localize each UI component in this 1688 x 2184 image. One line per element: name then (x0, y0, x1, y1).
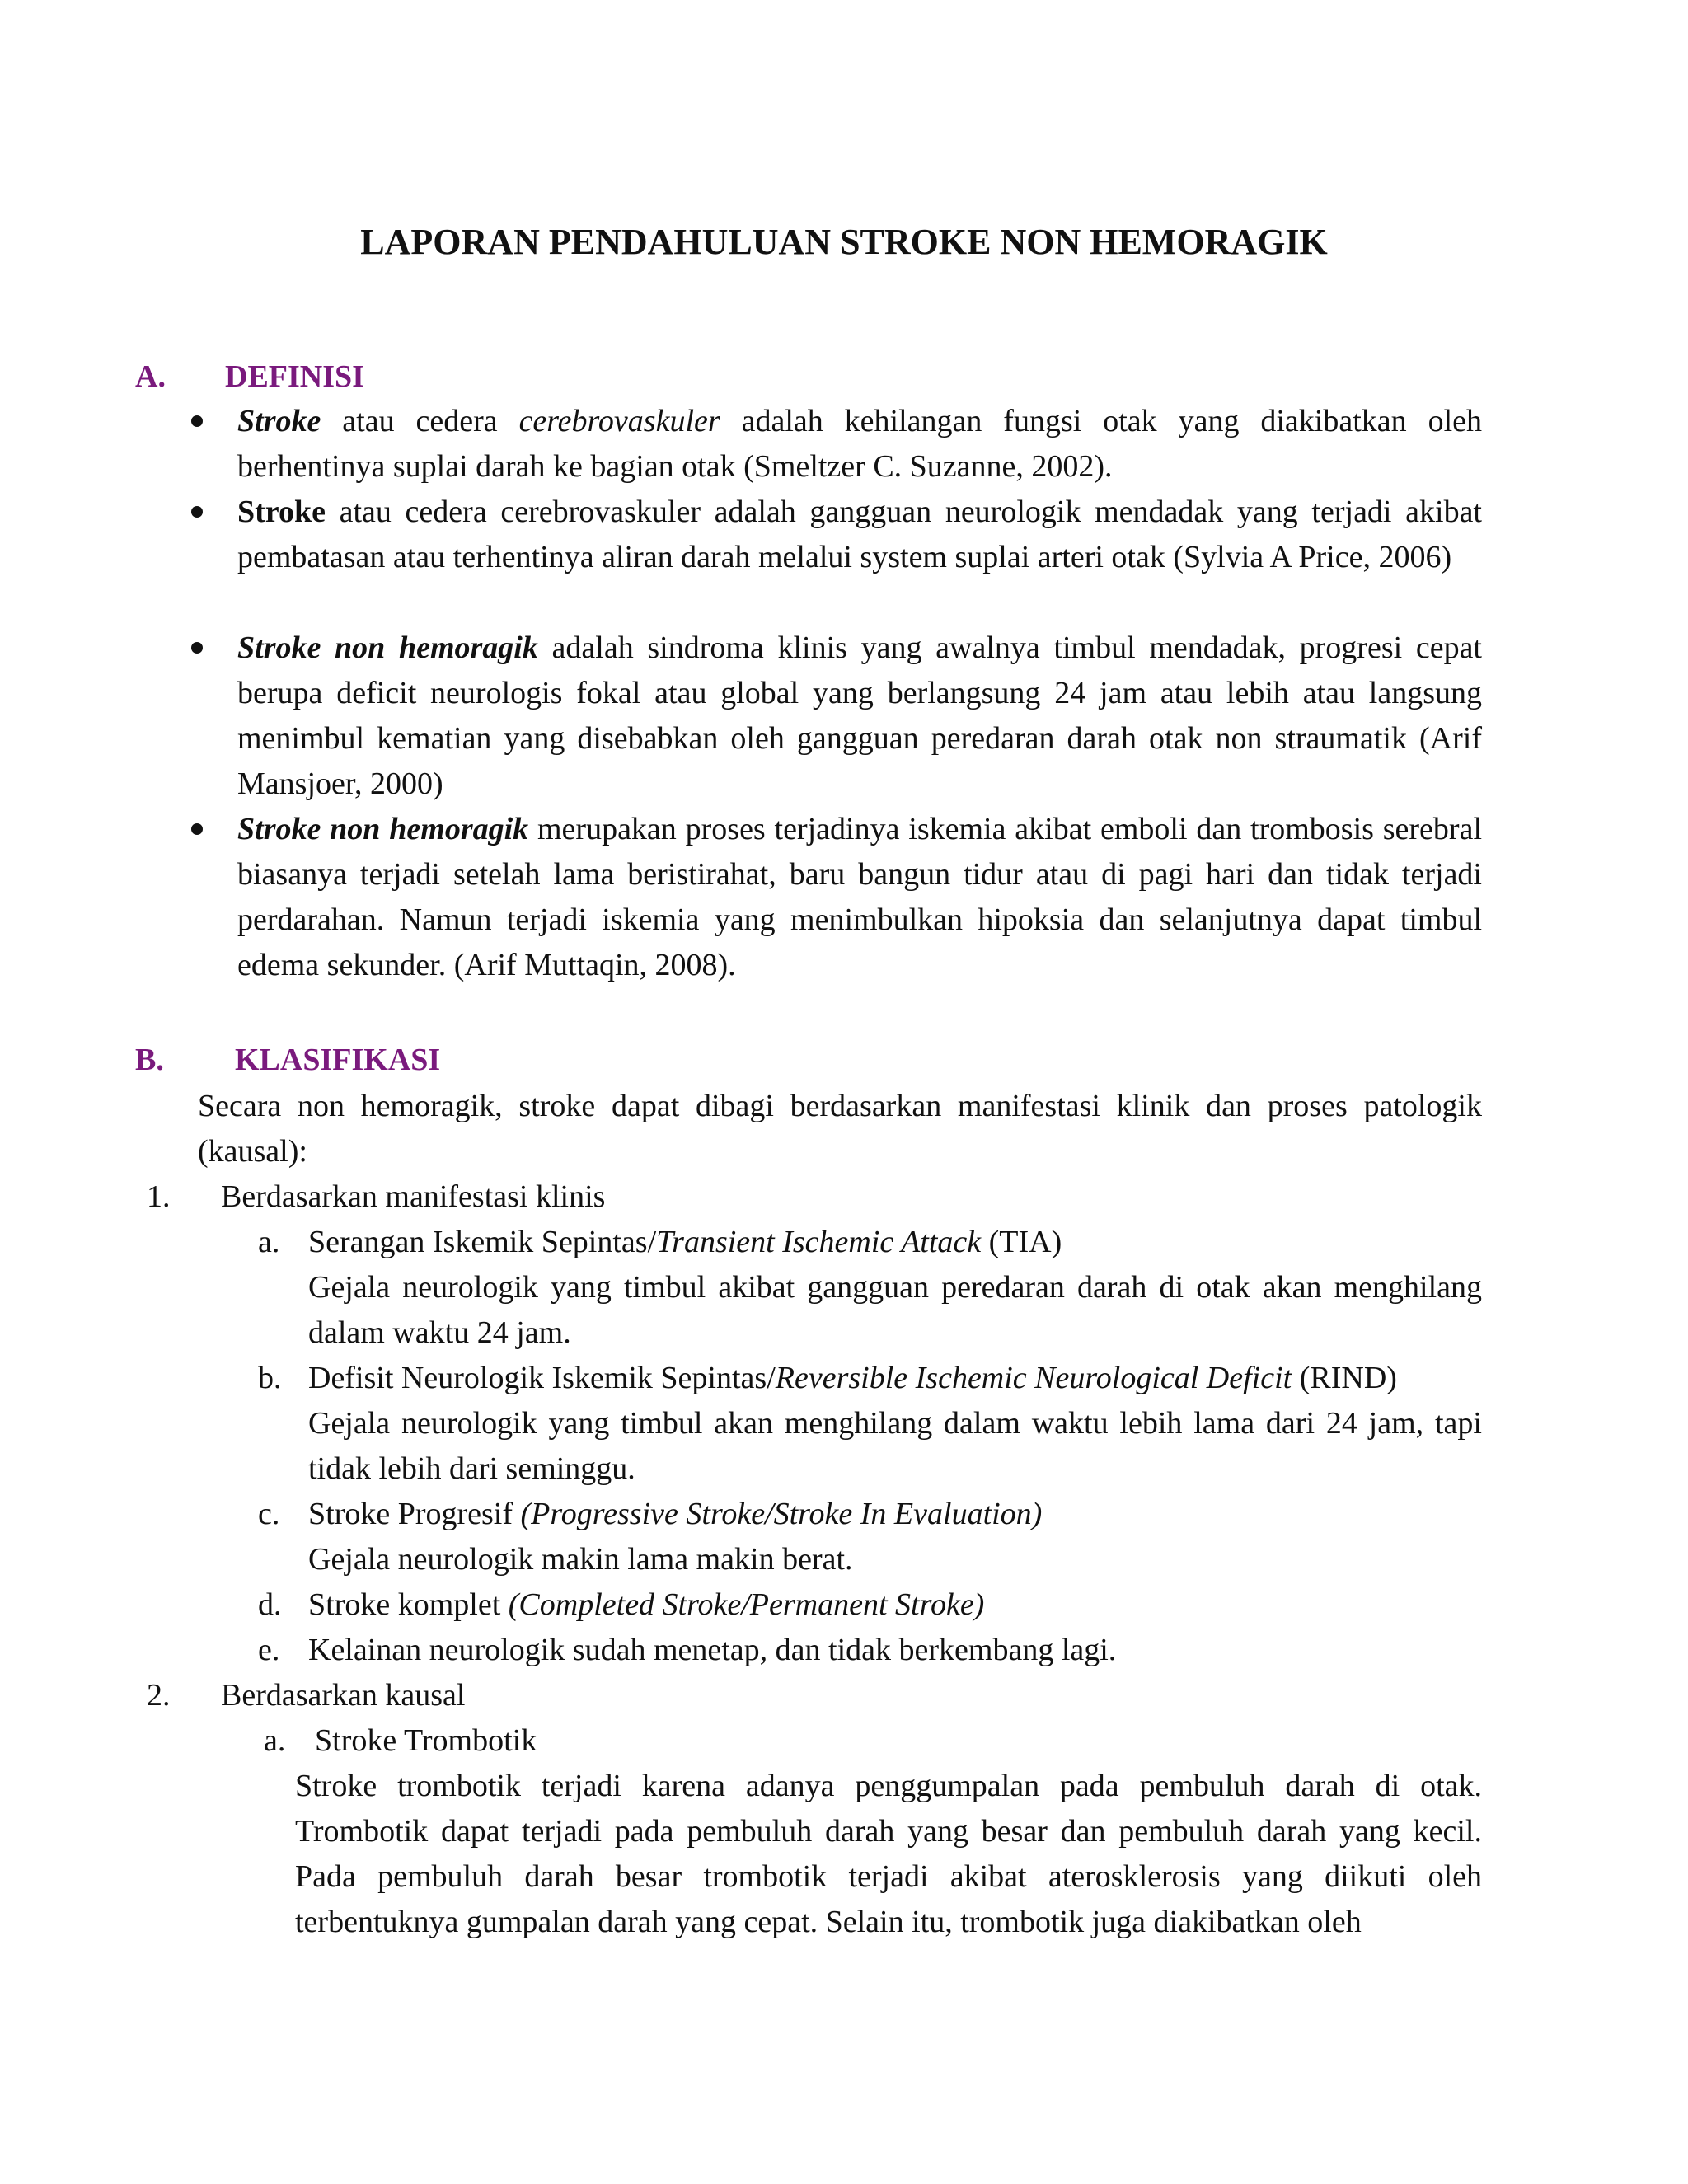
section-b-title: KLASIFIKASI (235, 1043, 441, 1077)
bullet-text: atau cedera cerebrovaskuler adalah gangguan neurologik mendadak yang terjadi akibat pembatasan atau terhentinya aliran darah melalui system suplai arteri otak (Sylvia A Price, 2006) (237, 494, 1482, 574)
bullet-icon (191, 823, 203, 835)
item-description: Gejala neurologik makin lama makin berat. (308, 1542, 853, 1577)
item-heading: Serangan Iskemik Sepintas/Transient Ischemic Attack (TIA) (308, 1225, 1062, 1259)
term-stroke-non-hemoragik: Stroke non hemoragik (237, 812, 529, 846)
item-letter: d. (258, 1587, 282, 1622)
group-number: 2. (147, 1678, 171, 1713)
section-a-title: DEFINISI (225, 359, 364, 394)
bullet-text: merupakan proses terjadinya iskemia akibat emboli dan trombosis serebral biasanya terjadi setelah lama beristirahat, baru bangun tidur atau di pagi hari dan tidak terjadi perdarahan. Namun terjadi iskemia yang menimbulkan hipoksia dan selanjutnya dapat timbul edema sekunder. (Arif Muttaqin, 2008). (237, 812, 1482, 982)
item-letter: a. (264, 1723, 286, 1758)
term-cerebrovaskuler: cerebrovaskuler (518, 404, 720, 438)
item-heading: Defisit Neurologik Iskemik Sepintas/Reversible Ischemic Neurological Deficit (RIND) (308, 1361, 1397, 1395)
term-stroke-non-hemoragik: Stroke non hemoragik (237, 630, 538, 665)
group-number: 1. (147, 1179, 171, 1214)
definition-bullet-2 (237, 490, 1482, 580)
section-b-letter: B. (135, 1043, 164, 1077)
bullet-icon (191, 506, 203, 518)
definition-bullet-1 (237, 399, 1482, 490)
section-a-letter: A. (135, 359, 166, 394)
bullet-text: atau cedera (321, 404, 519, 438)
item-letter: a. (258, 1225, 280, 1259)
page-title: LAPORAN PENDAHULUAN STROKE NON HEMORAGIK (360, 222, 1328, 262)
item-heading: Stroke Progresif (Progressive Stroke/Stroke In Evaluation) (308, 1497, 1043, 1531)
item-description: Stroke trombotik terjadi karena adanya penggumpalan pada pembuluh darah di otak. Trombotik dapat terjadi pada pembuluh darah yang besar dan pembuluh darah yang kecil. Pada pembuluh darah besar trombotik terjadi akibat aterosklerosis yang diikuti oleh terbentuknya gumpalan darah yang cepat. Selain itu, trombotik juga diakibatkan oleh (295, 1769, 1482, 1939)
bullet-text: adalah kehilangan fungsi otak yang diakibatkan oleh berhentinya suplai darah ke bagian otak (Smeltzer C. Suzanne, 2002). (237, 404, 1482, 484)
item-description: Gejala neurologik yang timbul akibat gangguan peredaran darah di otak akan menghilang dalam waktu 24 jam. (308, 1270, 1482, 1350)
term-stroke: Stroke (237, 404, 321, 438)
bullet-icon (191, 642, 203, 654)
item-heading: Stroke Trombotik (315, 1723, 537, 1758)
term-stroke: Stroke (237, 494, 326, 529)
group-label: Berdasarkan kausal (221, 1678, 466, 1713)
item-letter: b. (258, 1361, 282, 1395)
item-heading: Kelainan neurologik sudah menetap, dan tidak berkembang lagi. (308, 1633, 1117, 1667)
bullet-text: adalah sindroma klinis yang awalnya timbul mendadak, progresi cepat berupa deficit neurologis fokal atau global yang berlangsung 24 jam atau lebih atau langsung menimbul kematian yang disebabkan oleh gangguan peredaran darah otak non straumatik (Arif Mansjoer, 2000) (237, 630, 1482, 801)
item-description: Gejala neurologik yang timbul akan menghilang dalam waktu lebih lama dari 24 jam, tapi tidak lebih dari seminggu. (308, 1406, 1482, 1486)
item-heading: Stroke komplet (Completed Stroke/Permanent Stroke) (308, 1587, 985, 1622)
item-letter: c. (258, 1497, 280, 1531)
bullet-icon (191, 415, 203, 427)
definition-bullet-4 (237, 807, 1482, 988)
classification-intro: Secara non hemoragik, stroke dapat dibagi berdasarkan manifestasi klinik dan proses patologik (kausal): (198, 1089, 1482, 1169)
item-letter: e. (258, 1633, 280, 1667)
definition-bullet-3 (237, 626, 1482, 807)
group-label: Berdasarkan manifestasi klinis (221, 1179, 606, 1214)
